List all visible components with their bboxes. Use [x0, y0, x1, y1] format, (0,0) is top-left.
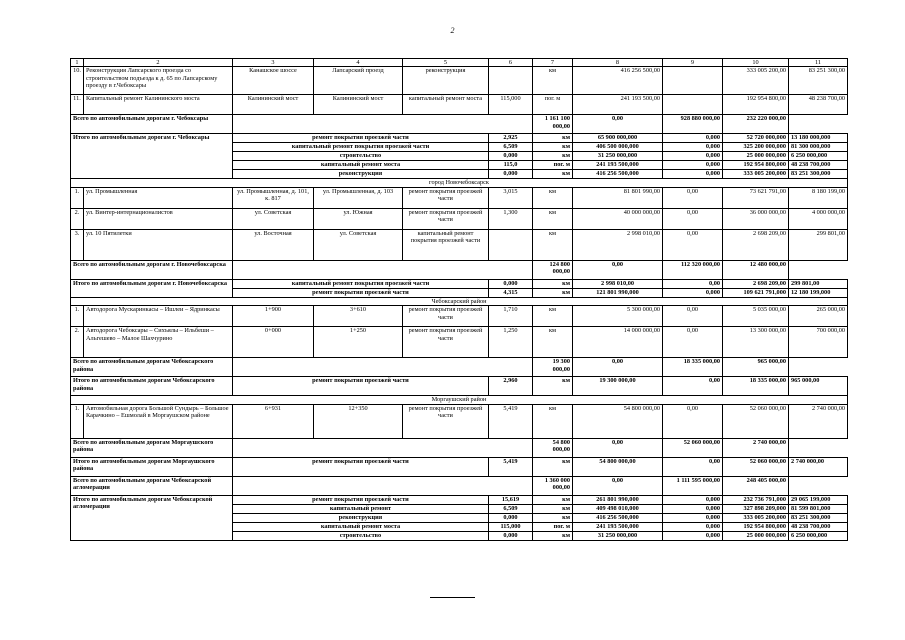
table-cell: ул. 10 Пятилетки: [84, 229, 233, 260]
table-cell: 11.: [71, 95, 84, 115]
table-cell: 416 256 500,000: [573, 513, 663, 522]
column-header: 2: [84, 59, 233, 67]
subtotal-label: Итого по автомобильным дорогам Чебоксарского района: [71, 377, 233, 396]
table-cell: 1,250: [489, 327, 533, 358]
table-cell: реконструкция: [233, 513, 489, 522]
table-cell: 0,00: [663, 404, 723, 438]
section-title: Чебоксарский район: [71, 297, 848, 305]
table-cell: 2.: [71, 327, 84, 358]
table-cell: 25 000 000,000: [723, 531, 789, 540]
table-row: [71, 67, 848, 95]
table-cell: 416 256 500,00: [573, 67, 663, 95]
table-cell: реконструкция: [403, 67, 489, 95]
table-cell: 0,000: [489, 513, 533, 522]
table-cell: 333 005 200,000: [723, 170, 789, 179]
table-cell: 0,00: [663, 457, 723, 476]
table-cell: 0,000: [489, 152, 533, 161]
table-cell: 0,000: [663, 143, 723, 152]
table-cell: [233, 438, 533, 457]
table-cell: 14 000 000,00: [573, 327, 663, 358]
road-works-table: [70, 58, 848, 541]
table-cell: капитальный ремонт моста: [233, 522, 489, 531]
table-cell: 0,000: [489, 170, 533, 179]
table-cell: 700 000,00: [789, 327, 848, 358]
table-cell: Лапсарский проезд: [314, 67, 403, 95]
section-row: [71, 297, 848, 305]
table-cell: пог. м: [533, 161, 573, 170]
table-cell: 1.: [71, 306, 84, 327]
table-cell: 0,000: [663, 513, 723, 522]
table-cell: 4 000 000,00: [789, 208, 848, 229]
table-cell: ул. Винтер-интернационалистов: [84, 208, 233, 229]
table-cell: 83 251 300,00: [789, 67, 848, 95]
subtotal-row: [71, 495, 848, 504]
total-row: [71, 438, 848, 457]
table-row: [71, 187, 848, 208]
table-cell: км: [533, 152, 573, 161]
table-cell: 115,000: [489, 522, 533, 531]
table-cell: 416 256 500,000: [573, 170, 663, 179]
table-cell: 1 111 595 000,00: [663, 476, 723, 495]
table-cell: 19 300 000,00: [533, 358, 573, 377]
table-cell: км: [533, 134, 573, 143]
table-cell: Калининский мост: [233, 95, 314, 115]
table-cell: км: [533, 404, 573, 438]
table-cell: 192 954 800,000: [723, 522, 789, 531]
table-cell: капитальный ремонт покрытия проезжей части: [403, 229, 489, 260]
table-cell: 121 801 990,000: [573, 288, 663, 297]
table-cell: 0,00: [663, 327, 723, 358]
table-cell: Автодорога Чебоксары – Сихъялы – Ильбеши – Альгешево – Малое Шахчурино: [84, 327, 233, 358]
table-cell: 0,00: [573, 438, 663, 457]
page-number: 2: [450, 26, 455, 35]
table-cell: км: [533, 143, 573, 152]
total-row: [71, 115, 848, 134]
table-cell: 0,00: [663, 208, 723, 229]
table-cell: 1 360 000 000,00: [533, 476, 573, 495]
table-cell: км: [533, 67, 573, 95]
table-cell: 29 065 199,000: [789, 495, 848, 504]
table-cell: 0,00: [573, 115, 663, 134]
subtotal-row: [71, 377, 848, 396]
table-cell: капитальный ремонт моста: [233, 161, 489, 170]
table-cell: 0,000: [663, 152, 723, 161]
table-cell: км: [533, 513, 573, 522]
total-label: Всего по автомобильным дорогам г. Новочебоксарска: [71, 260, 233, 279]
table-cell: Автомобильная дорога Большой Сундырь – Большое Карачкино – Ешмолай в Моргаушском районе: [84, 404, 233, 438]
table-cell: 0,00: [573, 476, 663, 495]
table-cell: 333 005 200,00: [723, 67, 789, 95]
table-cell: 0,000: [663, 134, 723, 143]
table-cell: 0,00: [663, 306, 723, 327]
table-cell: 2 740 000,00: [789, 404, 848, 438]
table-cell: строительство: [233, 531, 489, 540]
table-cell: 18 335 000,00: [723, 377, 789, 396]
table-cell: 232 220 000,00: [723, 115, 789, 134]
table-cell: км: [533, 377, 573, 396]
table-cell: 6+931: [233, 404, 314, 438]
table-cell: 0,00: [573, 358, 663, 377]
table-cell: 192 954 800,000: [723, 161, 789, 170]
table-cell: 2 698 209,00: [723, 229, 789, 260]
column-header: 9: [663, 59, 723, 67]
subtotal-label: Итого по автомобильным дорогам Чебоксарской агломерации: [71, 495, 233, 540]
table-cell: 10.: [71, 67, 84, 95]
table-cell: ул. Восточная: [233, 229, 314, 260]
table-row: [71, 229, 848, 260]
table-cell: 241 193 500,00: [573, 95, 663, 115]
table-cell: 232 736 791,000: [723, 495, 789, 504]
table-cell: км: [533, 495, 573, 504]
table-cell: [489, 67, 533, 95]
table-cell: км: [533, 327, 573, 358]
table-cell: 5 300 000,00: [573, 306, 663, 327]
table-cell: 3.: [71, 229, 84, 260]
table-cell: км: [533, 531, 573, 540]
table-cell: 265 000,00: [789, 306, 848, 327]
table-cell: [233, 260, 533, 279]
table-row: [71, 95, 848, 115]
table-row: [71, 306, 848, 327]
table-cell: 299 801,00: [789, 229, 848, 260]
column-header: 4: [314, 59, 403, 67]
table-cell: Автодорога Мускаринкасы – Ишлеи – Ядринкасы: [84, 306, 233, 327]
table-cell: 0,000: [489, 531, 533, 540]
table-cell: 1,710: [489, 306, 533, 327]
total-row: [71, 260, 848, 279]
table-cell: 73 621 791,00: [723, 187, 789, 208]
table-cell: 1+250: [314, 327, 403, 358]
table-cell: 1+900: [233, 306, 314, 327]
table-cell: 2 998 010,00: [573, 279, 663, 288]
table-cell: 5,419: [489, 457, 533, 476]
section-title: город Новочебоксарск: [71, 179, 848, 187]
table-cell: 19 300 000,00: [573, 377, 663, 396]
subtotal-row: [71, 134, 848, 143]
table-cell: 2 740 000,00: [789, 457, 848, 476]
header-row: [71, 59, 848, 67]
table-cell: 3+610: [314, 306, 403, 327]
table-cell: 192 954 800,00: [723, 95, 789, 115]
table-cell: 2,925: [489, 134, 533, 143]
table-cell: 52 720 000,000: [723, 134, 789, 143]
table-cell: 0,000: [663, 504, 723, 513]
table-cell: 928 880 000,00: [663, 115, 723, 134]
table-cell: 0,000: [663, 531, 723, 540]
table-row: [71, 327, 848, 358]
table-cell: ул. Южная: [314, 208, 403, 229]
table-cell: 124 800 000,00: [533, 260, 573, 279]
subtotal-row: [71, 457, 848, 476]
table-cell: 13 180 000,000: [789, 134, 848, 143]
column-header: 6: [489, 59, 533, 67]
subtotal-label: Итого по автомобильным дорогам г. Чебоксары: [71, 134, 233, 179]
footer-rule: [430, 597, 475, 598]
table-cell: ул. Промышленная: [84, 187, 233, 208]
table-cell: капитальный ремонт: [233, 504, 489, 513]
table-cell: Канашское шоссе: [233, 67, 314, 95]
table-cell: 81 801 990,00: [573, 187, 663, 208]
table-cell: 12 180 199,000: [789, 288, 848, 297]
table-cell: реконструкция: [233, 170, 489, 179]
table-cell: 1,300: [489, 208, 533, 229]
subtotal-row: [71, 279, 848, 288]
table-cell: 2.: [71, 208, 84, 229]
table-cell: 327 898 209,000: [723, 504, 789, 513]
column-header: 11: [789, 59, 848, 67]
table-cell: 18 335 000,00: [663, 358, 723, 377]
total-row: [71, 476, 848, 495]
table-cell: ремонт покрытия проезжей части: [403, 404, 489, 438]
table-cell: 36 000 000,00: [723, 208, 789, 229]
table-row: [71, 404, 848, 438]
table-cell: 81 599 801,000: [789, 504, 848, 513]
table-cell: строительство: [233, 152, 489, 161]
table-cell: 25 000 000,000: [723, 152, 789, 161]
table-cell: 1.: [71, 404, 84, 438]
table-cell: 109 621 791,000: [723, 288, 789, 297]
table-cell: 31 250 000,000: [573, 531, 663, 540]
table-cell: [233, 115, 533, 134]
table-cell: 0,000: [663, 161, 723, 170]
table-cell: км: [533, 187, 573, 208]
table-cell: [663, 95, 723, 115]
table-cell: 12 480 000,00: [723, 260, 789, 279]
column-header: 8: [573, 59, 663, 67]
table-cell: 241 193 500,000: [573, 522, 663, 531]
total-label: Всего по автомобильным дорогам Чебоксарского района: [71, 358, 233, 377]
table-cell: 325 200 000,000: [723, 143, 789, 152]
table-cell: 2,960: [489, 377, 533, 396]
table-cell: ремонт покрытия проезжей части: [233, 377, 489, 396]
table-cell: км: [533, 170, 573, 179]
table-cell: 2 698 209,00: [723, 279, 789, 288]
table-cell: ул. Советская: [314, 229, 403, 260]
table-cell: 299 801,00: [789, 279, 848, 288]
table-cell: ремонт покрытия проезжей части: [233, 288, 489, 297]
column-header: 7: [533, 59, 573, 67]
table-cell: 0,000: [663, 288, 723, 297]
table-cell: 40 000 000,00: [573, 208, 663, 229]
table-cell: км: [533, 208, 573, 229]
table-cell: Калининский мост: [314, 95, 403, 115]
table-cell: 15,619: [489, 495, 533, 504]
table-cell: 6,509: [489, 143, 533, 152]
table-cell: 4,315: [489, 288, 533, 297]
table-cell: 406 500 000,000: [573, 143, 663, 152]
table-cell: 0,000: [663, 170, 723, 179]
table-cell: 0,00: [663, 187, 723, 208]
column-header: 10: [723, 59, 789, 67]
table-cell: км: [533, 229, 573, 260]
table-cell: 1 161 100 000,00: [533, 115, 573, 134]
table-cell: пог. м: [533, 95, 573, 115]
table-cell: 1.: [71, 187, 84, 208]
table-cell: 65 900 000,000: [573, 134, 663, 143]
table-cell: 2 740 000,00: [723, 438, 789, 457]
table-cell: км: [533, 504, 573, 513]
table-cell: 112 320 000,00: [663, 260, 723, 279]
table-cell: капитальный ремонт моста: [403, 95, 489, 115]
table-cell: ремонт покрытия проезжей части: [233, 495, 489, 504]
table-cell: ремонт покрытия проезжей части: [403, 327, 489, 358]
table-cell: капитальный ремонт покрытия проезжей части: [233, 279, 489, 288]
table-cell: Реконструкция Лапсарского проезда со строительством подъезда к д. 65 по Лапсарскому проезду в г.Чебоксары: [84, 67, 233, 95]
table-cell: ул. Промышленная, д. 103: [314, 187, 403, 208]
total-label: Всего по автомобильным дорогам Моргаушского района: [71, 438, 233, 457]
table-cell: Капитальный ремонт Калининского моста: [84, 95, 233, 115]
table-cell: 8 180 199,00: [789, 187, 848, 208]
table-cell: км: [533, 279, 573, 288]
table-cell: ул. Советская: [233, 208, 314, 229]
table-cell: 115,000: [489, 95, 533, 115]
table-cell: км: [533, 288, 573, 297]
column-header: 5: [403, 59, 489, 67]
section-row: [71, 179, 848, 187]
table-cell: ул. Промышленная, д. 101, к. 817: [233, 187, 314, 208]
total-row: [71, 358, 848, 377]
table-cell: 6 250 000,000: [789, 152, 848, 161]
table-cell: 6,509: [489, 504, 533, 513]
table-cell: 54 800 000,00: [573, 404, 663, 438]
table-cell: пог. м: [533, 522, 573, 531]
table-cell: 52 060 000,00: [723, 404, 789, 438]
column-header: 1: [71, 59, 84, 67]
table-cell: 0,00: [663, 377, 723, 396]
table-cell: 965 000,00: [789, 377, 848, 396]
table-cell: 6 250 000,000: [789, 531, 848, 540]
subtotal-label: Итого по автомобильным дорогам Моргаушского района: [71, 457, 233, 476]
table-cell: ремонт покрытия проезжей части: [403, 306, 489, 327]
column-header: 3: [233, 59, 314, 67]
table-cell: 83 251 300,000: [789, 513, 848, 522]
total-label: Всего по автомобильным дорогам Чебоксарской агломерации: [71, 476, 233, 495]
table-cell: 333 005 200,000: [723, 513, 789, 522]
section-title: Моргаушский район: [71, 396, 848, 404]
table-cell: 0,00: [573, 260, 663, 279]
table-cell: 54 800 000,00: [533, 438, 573, 457]
table-cell: 48 238 700,000: [789, 161, 848, 170]
table-cell: 3,015: [489, 187, 533, 208]
table-cell: [233, 358, 533, 377]
table-cell: 0+000: [233, 327, 314, 358]
table-cell: ремонт покрытия проезжей части: [403, 208, 489, 229]
table-cell: км: [533, 457, 573, 476]
table-cell: ремонт покрытия проезжей части: [233, 457, 489, 476]
table-cell: 52 060 000,00: [663, 438, 723, 457]
table-cell: 12+350: [314, 404, 403, 438]
table-cell: ремонт покрытия проезжей части: [403, 187, 489, 208]
table-cell: [663, 67, 723, 95]
table-cell: 0,000: [663, 522, 723, 531]
table-cell: 54 800 000,00: [573, 457, 663, 476]
table-cell: 52 060 000,00: [723, 457, 789, 476]
table-cell: ремонт покрытия проезжей части: [233, 134, 489, 143]
table-cell: 0,00: [663, 229, 723, 260]
table-cell: 5,419: [489, 404, 533, 438]
table-cell: 0,000: [663, 495, 723, 504]
table-cell: 31 250 000,000: [573, 152, 663, 161]
table-cell: 0,00: [663, 279, 723, 288]
table-cell: км: [533, 306, 573, 327]
table-cell: [233, 476, 533, 495]
table-cell: 115,0: [489, 161, 533, 170]
table-cell: 248 405 000,00: [723, 476, 789, 495]
table-cell: капитальный ремонт покрытия проезжей части: [233, 143, 489, 152]
table-cell: 0,000: [489, 279, 533, 288]
table-cell: 48 238 700,00: [789, 95, 848, 115]
total-label: Всего по автомобильным дорогам г. Чебоксары: [71, 115, 233, 134]
table-cell: 83 251 300,000: [789, 170, 848, 179]
subtotal-label: Итого по автомобильным дорогам г. Новочебоксарска: [71, 279, 233, 297]
table-cell: 5 035 000,00: [723, 306, 789, 327]
table-cell: 965 000,00: [723, 358, 789, 377]
section-row: [71, 396, 848, 404]
table-cell: 261 801 990,000: [573, 495, 663, 504]
table-row: [71, 208, 848, 229]
table-cell: 241 193 500,000: [573, 161, 663, 170]
table-cell: 48 238 700,000: [789, 522, 848, 531]
table-cell: 81 300 000,000: [789, 143, 848, 152]
table-cell: 13 300 000,00: [723, 327, 789, 358]
table-cell: 2 998 010,00: [573, 229, 663, 260]
table-cell: 409 498 010,000: [573, 504, 663, 513]
table-cell: [489, 229, 533, 260]
